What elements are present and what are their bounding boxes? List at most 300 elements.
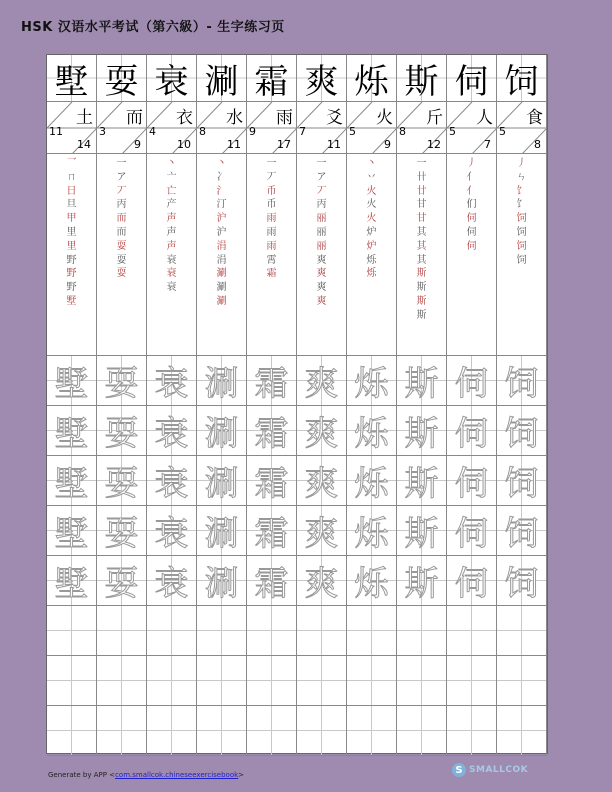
tracing-glyph: 饲 — [504, 414, 539, 454]
radical-stroke-count: 8 — [199, 125, 206, 138]
radical-label: 水 — [226, 108, 243, 128]
character-glyph: 烁 — [354, 61, 389, 102]
stroke-step: 涮 — [216, 282, 227, 294]
total-stroke-count: 11 — [327, 138, 341, 151]
radical-label: 火 — [376, 108, 393, 128]
tracing-cell — [297, 456, 347, 506]
tracing-glyph: 霜 — [254, 414, 289, 454]
tracing-glyph: 爽 — [304, 464, 339, 504]
stroke-step: 涓 — [216, 240, 227, 252]
tracing-glyph: 墅 — [54, 514, 89, 554]
character-cell — [347, 55, 397, 102]
total-stroke-count: 9 — [134, 138, 141, 151]
tracing-cell — [197, 556, 247, 606]
stroke-step: 火 — [366, 213, 377, 225]
character-cell — [397, 55, 447, 102]
tracing-cell — [347, 506, 397, 556]
stroke-step: 丶 — [366, 158, 377, 169]
stroke-step: 甲 — [66, 213, 77, 225]
radical-label: 土 — [76, 108, 93, 128]
tracing-cell — [447, 506, 497, 556]
stroke-step: 而 — [116, 226, 127, 238]
tracing-cell — [47, 406, 97, 456]
tracing-cell — [447, 456, 497, 506]
tracing-cell — [197, 406, 247, 456]
tracing-glyph: 衰 — [154, 564, 189, 604]
tracing-cell — [497, 506, 547, 556]
tracing-cell — [97, 406, 147, 456]
tracing-cell — [347, 556, 397, 606]
tracing-glyph: 斯 — [404, 514, 439, 554]
stroke-step: 涓 — [216, 254, 227, 266]
tracing-cell — [47, 356, 97, 406]
tracing-cell — [97, 356, 147, 406]
blank-practice-cell — [297, 656, 347, 706]
stroke-step: 衰 — [166, 254, 177, 266]
radical-label: 衣 — [176, 108, 193, 128]
stroke-order-cell — [97, 154, 147, 356]
stroke-step: 墅 — [66, 295, 77, 307]
tracing-cell — [297, 506, 347, 556]
character-glyph: 衰 — [154, 61, 189, 102]
tracing-cell — [447, 556, 497, 606]
blank-practice-cell — [497, 606, 547, 656]
stroke-step: 丆 — [266, 171, 277, 183]
blank-practice-cell — [47, 606, 97, 656]
character-glyph: 爽 — [304, 61, 339, 102]
tracing-cell — [147, 506, 197, 556]
stroke-step: 伺 — [466, 240, 477, 252]
stroke-step: 声 — [166, 213, 177, 225]
stroke-step: 丷 — [366, 171, 377, 183]
stroke-step: 斯 — [416, 295, 427, 307]
stroke-step: ア — [116, 171, 127, 183]
stroke-step: 丆 — [116, 185, 127, 197]
tracing-glyph: 斯 — [404, 564, 439, 604]
tracing-glyph: 爽 — [304, 414, 339, 454]
tracing-glyph: 伺 — [454, 364, 489, 404]
tracing-cell — [347, 356, 397, 406]
stroke-order-cell — [397, 154, 447, 356]
stroke-step: 雨 — [266, 226, 277, 238]
tracing-cell — [197, 456, 247, 506]
app-link[interactable]: com.smallcok.chineseexercisebook — [115, 771, 239, 779]
stroke-step: 币 — [266, 199, 277, 211]
blank-practice-cell — [397, 606, 447, 656]
total-stroke-count: 14 — [77, 138, 91, 151]
blank-practice-cell — [247, 706, 297, 756]
tracing-glyph: 霜 — [254, 564, 289, 604]
character-cell — [247, 55, 297, 102]
stroke-step: 耍 — [116, 240, 127, 252]
blank-practice-cell — [47, 706, 97, 756]
tracing-glyph: 烁 — [354, 564, 389, 604]
tracing-glyph: 墅 — [54, 564, 89, 604]
tracing-cell — [247, 556, 297, 606]
tracing-cell — [397, 406, 447, 456]
blank-practice-cell — [297, 606, 347, 656]
blank-practice-cell — [447, 656, 497, 706]
stroke-step: 饲 — [516, 254, 527, 266]
tracing-glyph: 涮 — [204, 514, 239, 554]
tracing-cell — [297, 356, 347, 406]
stroke-step: 雨 — [266, 240, 277, 252]
tracing-glyph: 烁 — [354, 414, 389, 454]
tracing-glyph: 烁 — [354, 464, 389, 504]
radical-stroke-count: 5 — [349, 125, 356, 138]
tracing-cell — [47, 506, 97, 556]
character-info-cell — [247, 102, 297, 154]
tracing-glyph: 耍 — [104, 514, 139, 554]
tracing-glyph: 斯 — [404, 364, 439, 404]
blank-practice-cell — [97, 706, 147, 756]
stroke-step: 饣 — [516, 185, 527, 197]
tracing-cell — [97, 506, 147, 556]
stroke-step: 爽 — [316, 295, 327, 307]
blank-practice-cell — [97, 606, 147, 656]
stroke-step: 炉 — [366, 240, 377, 252]
footer — [48, 771, 244, 779]
total-stroke-count: 10 — [177, 138, 191, 151]
stroke-step: 日 — [66, 185, 77, 197]
stroke-step: 霜 — [266, 268, 277, 280]
tracing-glyph: 伺 — [454, 464, 489, 504]
stroke-step: 而 — [116, 213, 127, 225]
radical-stroke-count: 5 — [499, 125, 506, 138]
stroke-step: 一 — [416, 158, 427, 169]
stroke-step: 饲 — [516, 213, 527, 225]
radical-stroke-count: 4 — [149, 125, 156, 138]
stroke-step: 涮 — [216, 268, 227, 280]
tracing-glyph: 衰 — [154, 514, 189, 554]
footer-prefix: Generate by APP < — [48, 771, 116, 779]
stroke-step: 里 — [66, 240, 77, 252]
tracing-glyph: 衰 — [154, 464, 189, 504]
stroke-step: 亻 — [466, 171, 477, 183]
character-info-cell — [397, 102, 447, 154]
radical-label: 人 — [476, 108, 493, 128]
blank-practice-cell — [447, 706, 497, 756]
stroke-step: 丶 — [216, 158, 227, 169]
stroke-step: 炉 — [366, 226, 377, 238]
tracing-glyph: 爽 — [304, 364, 339, 404]
tracing-cell — [297, 406, 347, 456]
tracing-cell — [447, 356, 497, 406]
radical-label: 食 — [526, 108, 543, 128]
stroke-step: 伺 — [466, 213, 477, 225]
stroke-step: 饲 — [516, 226, 527, 238]
tracing-glyph: 涮 — [204, 414, 239, 454]
stroke-step: 冫 — [216, 171, 227, 183]
character-info-cell — [97, 102, 147, 154]
stroke-step: 衰 — [166, 282, 177, 294]
practice-sheet — [46, 54, 548, 754]
stroke-step: 丆 — [316, 185, 327, 197]
stroke-step: 丙 — [316, 199, 327, 211]
tracing-cell — [247, 456, 297, 506]
tracing-cell — [97, 456, 147, 506]
blank-practice-cell — [147, 606, 197, 656]
stroke-step: ア — [316, 171, 327, 183]
tracing-cell — [97, 556, 147, 606]
stroke-step: 爽 — [316, 282, 327, 294]
tracing-cell — [197, 506, 247, 556]
character-info-cell — [197, 102, 247, 154]
blank-practice-cell — [297, 706, 347, 756]
tracing-cell — [247, 506, 297, 556]
tracing-glyph: 烁 — [354, 514, 389, 554]
stroke-step: 甘 — [416, 213, 427, 225]
tracing-glyph: 耍 — [104, 364, 139, 404]
character-cell — [97, 55, 147, 102]
tracing-glyph: 霜 — [254, 514, 289, 554]
tracing-cell — [397, 556, 447, 606]
page-title: HSK 汉语水平考试（第六級）- 生字练习页 — [21, 20, 285, 35]
stroke-step: 火 — [366, 185, 377, 197]
stroke-step: 廿 — [416, 185, 427, 197]
tracing-glyph: 伺 — [454, 564, 489, 604]
tracing-glyph: 爽 — [304, 564, 339, 604]
tracing-cell — [147, 456, 197, 506]
stroke-step: 烁 — [366, 254, 377, 266]
blank-practice-cell — [97, 656, 147, 706]
character-cell — [297, 55, 347, 102]
character-info-cell — [47, 102, 97, 154]
tracing-glyph: 墅 — [54, 414, 89, 454]
radical-label: 雨 — [276, 108, 293, 128]
radical-label: 斤 — [426, 108, 443, 128]
tracing-cell — [247, 356, 297, 406]
stroke-step: 丙 — [116, 199, 127, 211]
stroke-step: 一 — [316, 158, 327, 169]
stroke-step: 丽 — [316, 213, 327, 225]
character-cell — [447, 55, 497, 102]
character-glyph: 饲 — [504, 61, 539, 102]
stroke-step: 野 — [66, 268, 77, 280]
tracing-glyph: 伺 — [454, 414, 489, 454]
stroke-step: 汀 — [216, 199, 227, 211]
stroke-step: 亡 — [166, 185, 177, 197]
tracing-glyph: 耍 — [104, 414, 139, 454]
tracing-cell — [397, 506, 447, 556]
stroke-order-cell — [47, 154, 97, 356]
stroke-step: 饲 — [516, 240, 527, 252]
stroke-step: 火 — [366, 199, 377, 211]
blank-practice-cell — [497, 706, 547, 756]
blank-practice-cell — [47, 656, 97, 706]
stroke-step: 乛 — [66, 158, 77, 169]
tracing-cell — [47, 456, 97, 506]
stroke-step: 衰 — [166, 268, 177, 280]
stroke-step: 一 — [266, 158, 277, 169]
blank-practice-cell — [247, 606, 297, 656]
tracing-cell — [397, 356, 447, 406]
stroke-step: 产 — [166, 199, 177, 211]
tracing-cell — [497, 406, 547, 456]
stroke-step: 币 — [266, 185, 277, 197]
tracing-glyph: 衰 — [154, 364, 189, 404]
tracing-cell — [197, 356, 247, 406]
blank-practice-cell — [147, 706, 197, 756]
stroke-step: 伺 — [466, 226, 477, 238]
logo-text: SMALLCOK — [469, 765, 529, 775]
stroke-step: 丶 — [166, 158, 177, 169]
footer-suffix: > — [238, 771, 245, 779]
radical-stroke-count: 9 — [249, 125, 256, 138]
stroke-step: 烁 — [366, 268, 377, 280]
tracing-cell — [297, 556, 347, 606]
blank-practice-cell — [497, 656, 547, 706]
stroke-order-cell — [147, 154, 197, 356]
stroke-step: 其 — [416, 240, 427, 252]
character-glyph: 耍 — [104, 61, 139, 102]
stroke-step: 声 — [166, 240, 177, 252]
tracing-glyph: 饲 — [504, 514, 539, 554]
stroke-step: 爽 — [316, 268, 327, 280]
character-cell — [197, 55, 247, 102]
character-info-cell — [147, 102, 197, 154]
tracing-cell — [447, 406, 497, 456]
stroke-step: 丿 — [516, 158, 527, 169]
stroke-step: 其 — [416, 226, 427, 238]
stroke-step: ㄣ — [516, 171, 527, 183]
blank-practice-cell — [197, 706, 247, 756]
stroke-step: 亠 — [166, 171, 177, 183]
radical-stroke-count: 5 — [449, 125, 456, 138]
tracing-cell — [347, 406, 397, 456]
character-glyph: 斯 — [404, 61, 439, 102]
stroke-step: 爽 — [316, 254, 327, 266]
stroke-order-cell — [247, 154, 297, 356]
tracing-cell — [47, 556, 97, 606]
blank-practice-cell — [397, 706, 447, 756]
tracing-cell — [347, 456, 397, 506]
total-stroke-count: 17 — [277, 138, 291, 151]
stroke-step: 斯 — [416, 309, 427, 321]
radical-label: 爻 — [326, 108, 343, 128]
tracing-glyph: 斯 — [404, 464, 439, 504]
stroke-step: 雨 — [266, 213, 277, 225]
character-glyph: 涮 — [204, 61, 239, 102]
total-stroke-count: 12 — [427, 138, 441, 151]
stroke-step: 野 — [66, 282, 77, 294]
tracing-cell — [247, 406, 297, 456]
stroke-step: 一 — [116, 158, 127, 169]
tracing-glyph: 霜 — [254, 364, 289, 404]
stroke-step: 其 — [416, 254, 427, 266]
stroke-step: 饣 — [516, 199, 527, 211]
stroke-step: ㄇ — [66, 171, 77, 183]
radical-stroke-count: 3 — [99, 125, 106, 138]
stroke-step: 沪 — [216, 213, 227, 225]
stroke-step: 里 — [66, 226, 77, 238]
stroke-order-cell — [197, 154, 247, 356]
stroke-order-cell — [347, 154, 397, 356]
blank-practice-cell — [247, 656, 297, 706]
tracing-glyph: 爽 — [304, 514, 339, 554]
tracing-glyph: 耍 — [104, 464, 139, 504]
blank-practice-cell — [347, 606, 397, 656]
blank-practice-cell — [347, 706, 397, 756]
stroke-step: 氵 — [216, 185, 227, 197]
app-logo — [452, 762, 547, 778]
stroke-step: 耍 — [116, 268, 127, 280]
blank-practice-cell — [197, 606, 247, 656]
stroke-step: 声 — [166, 226, 177, 238]
tracing-glyph: 斯 — [404, 414, 439, 454]
character-info-cell — [497, 102, 547, 154]
stroke-step: 野 — [66, 254, 77, 266]
tracing-cell — [497, 456, 547, 506]
tracing-cell — [497, 556, 547, 606]
blank-practice-cell — [197, 656, 247, 706]
stroke-step: 霄 — [266, 254, 277, 266]
stroke-step: 沪 — [216, 226, 227, 238]
stroke-order-cell — [447, 154, 497, 356]
blank-practice-cell — [347, 656, 397, 706]
character-cell — [47, 55, 97, 102]
stroke-order-cell — [497, 154, 547, 356]
character-cell — [497, 55, 547, 102]
tracing-glyph: 饲 — [504, 364, 539, 404]
tracing-glyph: 涮 — [204, 364, 239, 404]
character-glyph: 墅 — [54, 61, 89, 102]
character-glyph: 霜 — [254, 61, 289, 102]
total-stroke-count: 11 — [227, 138, 241, 151]
blank-practice-cell — [447, 606, 497, 656]
total-stroke-count: 9 — [384, 138, 391, 151]
tracing-glyph: 饲 — [504, 464, 539, 504]
tracing-glyph: 墅 — [54, 464, 89, 504]
tracing-glyph: 涮 — [204, 564, 239, 604]
stroke-step: 耍 — [116, 254, 127, 266]
radical-stroke-count: 7 — [299, 125, 306, 138]
stroke-step: 丽 — [316, 226, 327, 238]
character-info-cell — [347, 102, 397, 154]
stroke-step: 们 — [466, 199, 477, 211]
tracing-cell — [147, 356, 197, 406]
logo-icon: S — [452, 763, 466, 777]
stroke-step: 斯 — [416, 268, 427, 280]
tracing-glyph: 伺 — [454, 514, 489, 554]
radical-stroke-count: 8 — [399, 125, 406, 138]
blank-practice-cell — [397, 656, 447, 706]
tracing-glyph: 衰 — [154, 414, 189, 454]
blank-practice-cell — [147, 656, 197, 706]
stroke-step: 甘 — [416, 199, 427, 211]
tracing-glyph: 霜 — [254, 464, 289, 504]
tracing-glyph: 饲 — [504, 564, 539, 604]
character-info-cell — [447, 102, 497, 154]
character-cell — [147, 55, 197, 102]
tracing-cell — [147, 406, 197, 456]
radical-label: 而 — [126, 108, 143, 128]
total-stroke-count: 8 — [534, 138, 541, 151]
stroke-step: 斯 — [416, 282, 427, 294]
total-stroke-count: 7 — [484, 138, 491, 151]
stroke-order-cell — [297, 154, 347, 356]
character-glyph: 伺 — [454, 61, 489, 102]
tracing-glyph: 涮 — [204, 464, 239, 504]
tracing-glyph: 烁 — [354, 364, 389, 404]
stroke-step: 丿 — [466, 158, 477, 169]
tracing-glyph: 耍 — [104, 564, 139, 604]
character-info-cell — [297, 102, 347, 154]
tracing-cell — [147, 556, 197, 606]
tracing-cell — [397, 456, 447, 506]
stroke-step: 卄 — [416, 171, 427, 183]
stroke-step: 亻 — [466, 185, 477, 197]
